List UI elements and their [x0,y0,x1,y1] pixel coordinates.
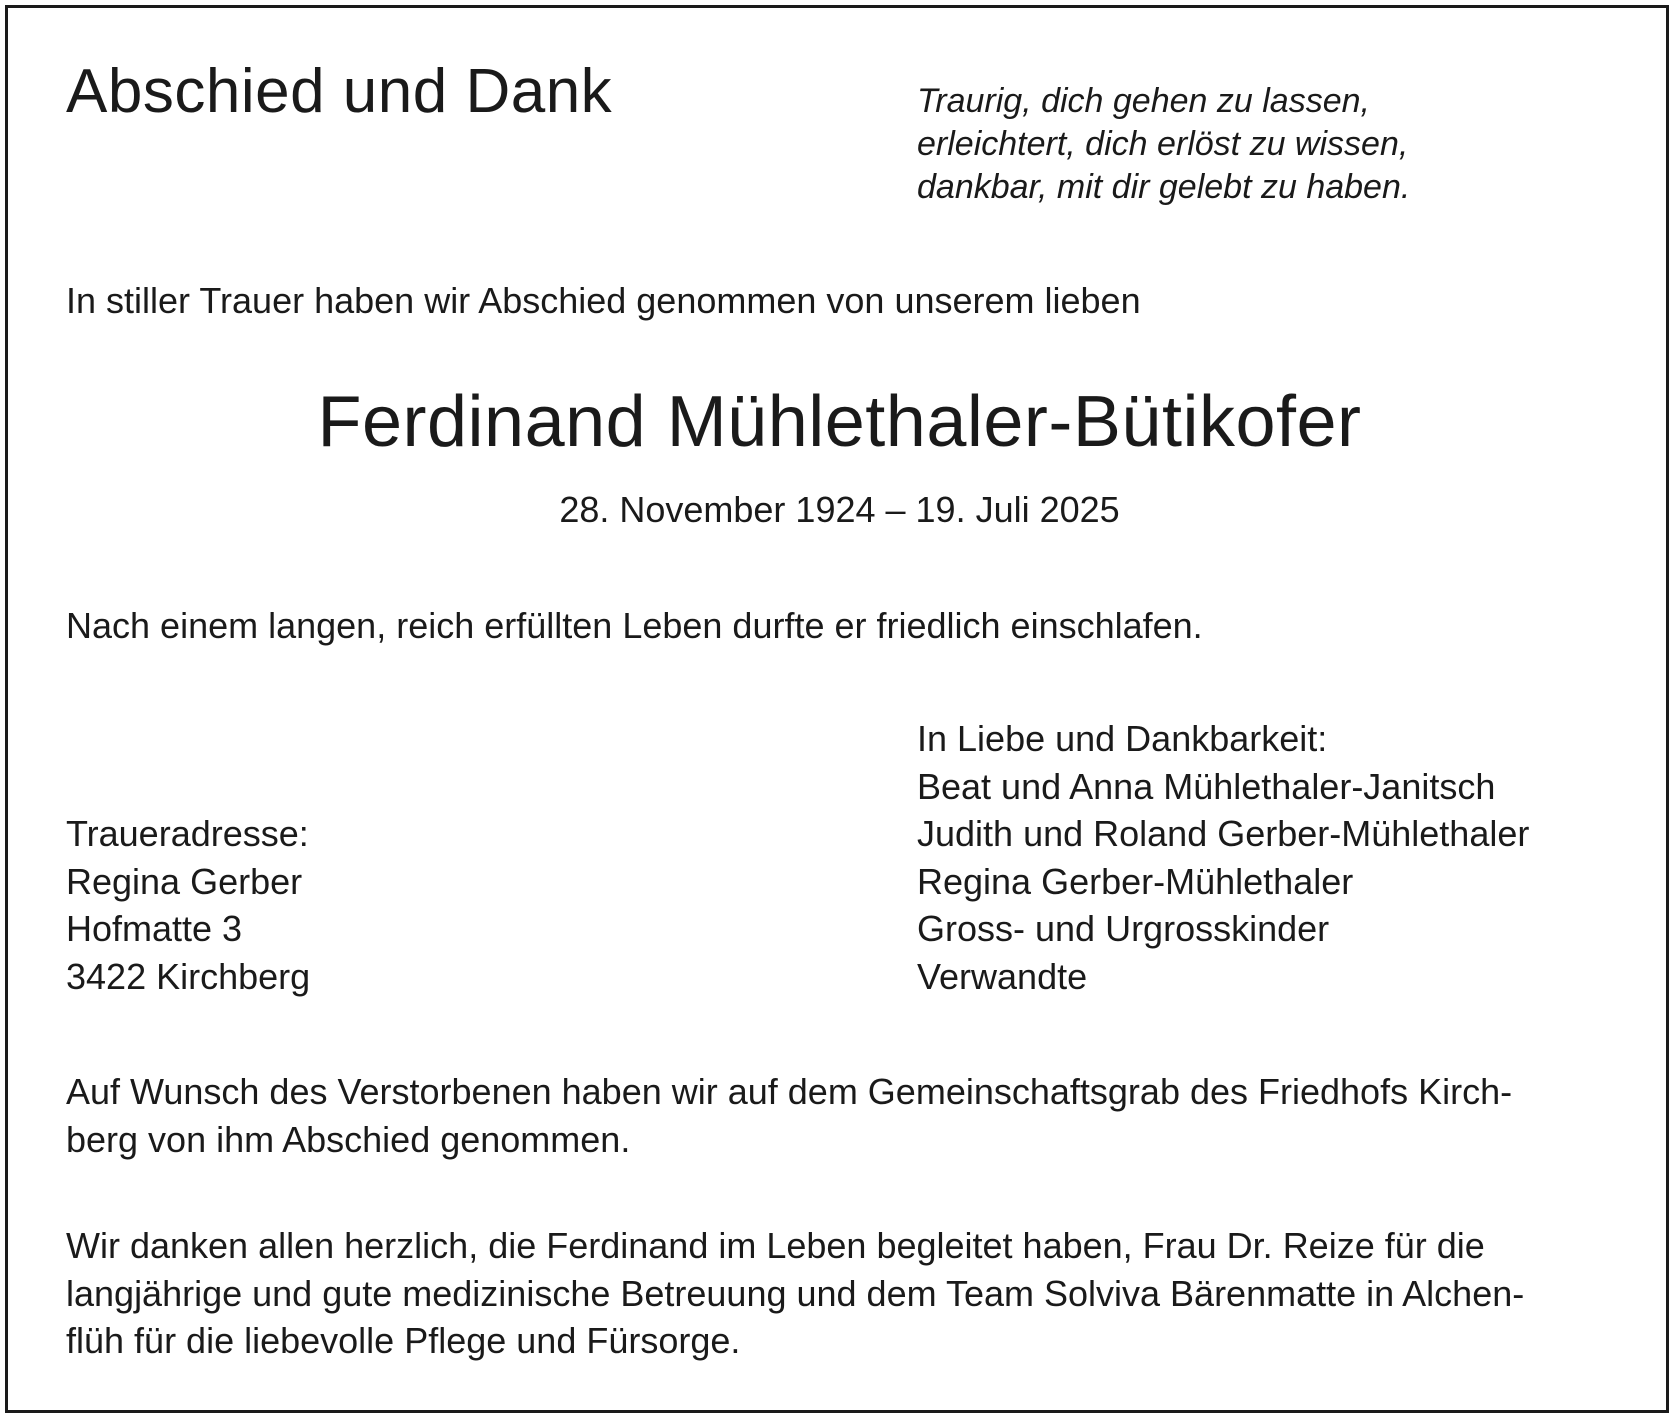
intro-text: In stiller Trauer haben wir Abschied genommen von unserem lieben [66,280,1141,321]
paragraph-line: langjährige und gute medizinische Betreuung und dem Team Solviva Bärenmatte in Alchen- [66,1272,1525,1314]
motto-line: Traurig, dich gehen zu lassen, [917,82,1370,120]
mourning-address [66,810,310,1000]
thanks-paragraph [66,1222,1524,1365]
address-line: Regina Gerber [66,860,303,902]
family-line: Verwandte [917,955,1088,997]
paragraph-line: berg von ihm Abschied genommen. [66,1118,631,1160]
motto-line: dankbar, mit dir gelebt zu haben. [917,168,1411,206]
family-line: Regina Gerber-Mühlethaler [917,860,1354,902]
address-line: Hofmatte 3 [66,908,243,949]
paragraph-line: flüh für die liebevolle Pflege und Fürsorge. [66,1320,741,1361]
life-dates: 28. November 1924 – 19. Juli 2025 [559,489,1120,530]
address-line: 3422 Kirchberg [66,955,311,997]
family-line: Judith und Roland Gerber-Mühlethaler [917,813,1530,854]
burial-paragraph [66,1068,1512,1163]
family-line: Gross- und Urgrosskinder [917,908,1330,949]
family-line: In Liebe und Dankbarkeit: [917,718,1328,759]
motto-verse [917,80,1410,209]
notice-heading: Abschied und Dank [66,57,613,126]
family-list [917,715,1529,1000]
notice-border [5,5,1669,1413]
closing-text: Nach einem langen, reich erfüllten Leben durfte er friedlich einschlafen. [66,605,1203,646]
paragraph-line: Auf Wunsch des Verstorbenen haben wir auf dem Gemeinschaftsgrab des Friedhofs Kirch- [66,1071,1513,1112]
address-line: Traueradresse: [66,813,309,854]
deceased-name: Ferdinand Mühlethaler-Bütikofer [317,382,1362,462]
motto-line: erleichtert, dich erlöst zu wissen, [917,125,1409,163]
family-line: Beat und Anna Mühlethaler-Janitsch [917,765,1496,807]
paragraph-line: Wir danken allen herzlich, die Ferdinand im Leben begleitet haben, Frau Dr. Reize für die [66,1225,1485,1266]
